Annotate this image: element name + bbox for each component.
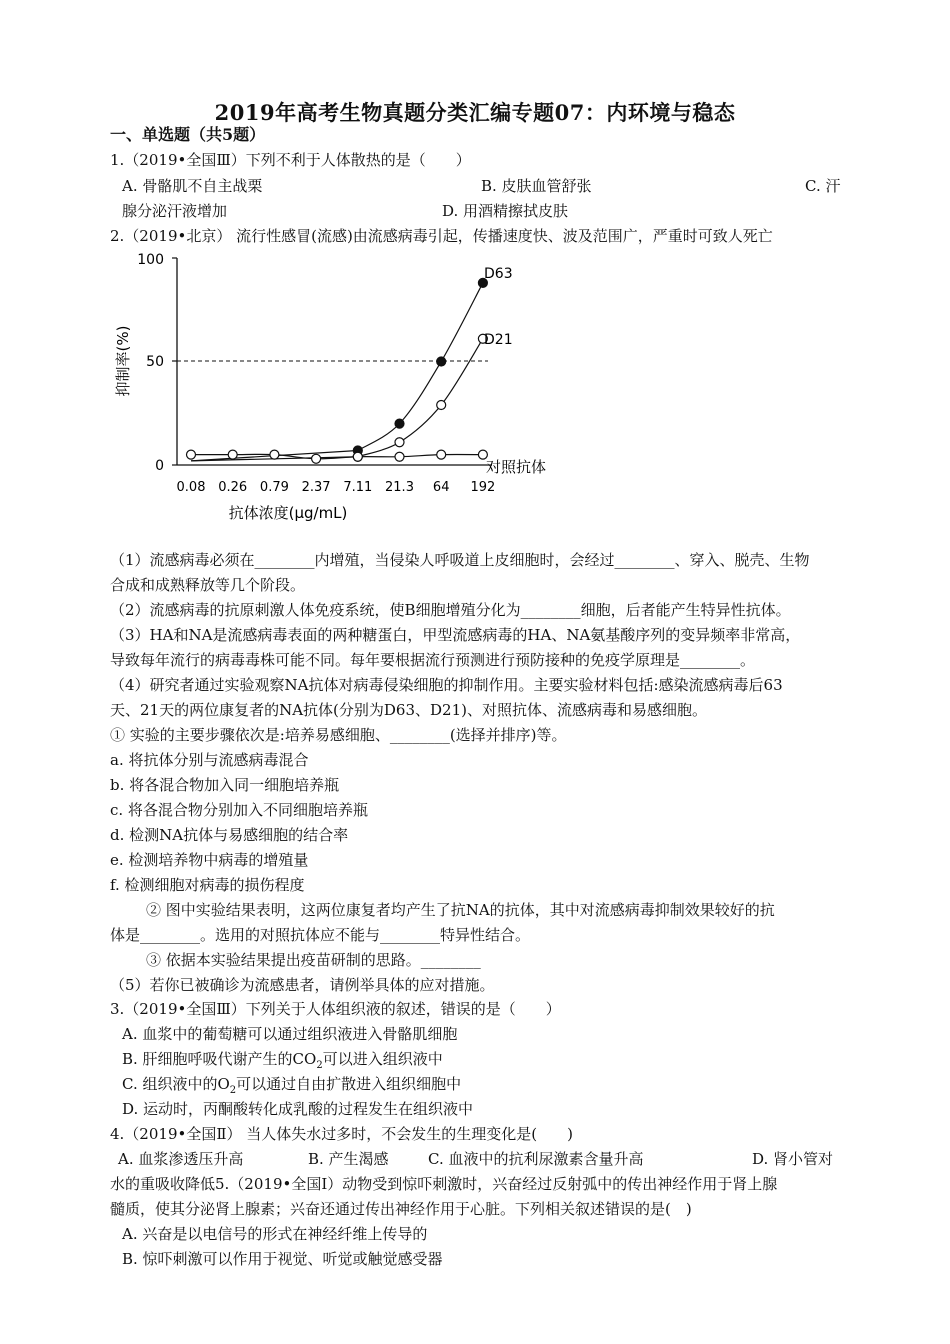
x-tick-label: 0.08 <box>176 480 206 495</box>
x-tick-label: 2.37 <box>301 480 331 495</box>
data-point-series-2-1 <box>228 450 237 459</box>
series-label-control: 对照抗体 <box>486 458 547 476</box>
q3-option-d: D. 运动时，丙酮酸转化成乳酸的过程发生在组织液中 <box>122 1100 474 1118</box>
data-point-series-0-1 <box>395 419 404 428</box>
q2-part1-line2: 合成和成熟释放等几个阶段。 <box>110 576 306 594</box>
x-tick-label: 192 <box>470 480 496 495</box>
q3-stem: 3.（2019•全国Ⅲ）下列关于人体组织液的叙述，错误的是（ ） <box>110 1000 561 1018</box>
q2-part5: （5）若你已被确诊为流感患者，请例举具体的应对措施。 <box>110 976 495 994</box>
q2-part4-step2-line2: 体是________。选用的对照抗体应不能与________特异性结合。 <box>110 926 531 944</box>
q2-part3-line1: （3）HA和NA是流感病毒表面的两种糖蛋白，甲型流感病毒的HA、NA氨基酸序列的变异频率非常高， <box>110 626 801 644</box>
page-title: 2019年高考生物真题分类汇编专题07：内环境与稳态 <box>214 100 736 125</box>
q4-option-d: D. 肾小管对 <box>752 1150 834 1168</box>
q1-option-d: D. 用酒精擦拭皮肤 <box>442 202 569 220</box>
data-point-series-2-5 <box>395 452 404 461</box>
series-layer <box>187 278 488 463</box>
q2-part2: （2）流感病毒的抗原刺激人体免疫系统，使B细胞增殖分化为________细胞，后者能产生特异性抗体。 <box>110 601 791 619</box>
q5-option-a: A. 兴奋是以电信号的形式在神经纤维上传导的 <box>122 1225 428 1243</box>
data-point-series-2-2 <box>270 450 279 459</box>
q2-stem: 2.（2019•北京） 流行性感冒(流感)由流感病毒引起，传播速度快、波及范围广，严重时可致人死亡 <box>110 227 773 245</box>
data-point-series-2-0 <box>187 450 196 459</box>
q4-option-b: B. 产生渴感 <box>308 1150 389 1168</box>
q2-part4-step2-line1: ② 图中实验结果表明，这两位康复者均产生了抗NA的抗体，其中对流感病毒抑制效果较好的抗 <box>146 901 775 919</box>
x-tick-label: 0.79 <box>259 480 289 495</box>
q2-part4-step3: ③ 依据本实验结果提出疫苗研制的思路。________ <box>146 951 481 969</box>
data-point-series-1-2 <box>437 400 446 409</box>
q2-part1-line1: （1）流感病毒必须在________内增殖，当侵染人呼吸道上皮细胞时，会经过________、穿入、脱壳、生物 <box>110 551 810 569</box>
y-axis-label: 抑制率(%) <box>114 325 132 397</box>
q1-option-c-continued: 腺分泌汗液增加 <box>122 202 228 220</box>
x-tick-label: 0.26 <box>218 480 248 495</box>
q2-option-c: c. 将各混合物分别加入不同细胞培养瓶 <box>110 801 368 819</box>
q4-option-d-and-q5-stem: 水的重吸收降低5.（2019•全国Ⅰ）动物受到惊吓刺激时，兴奋经过反射弧中的传出神经作用于肾上腺 <box>110 1175 778 1193</box>
q2-part4-line1: （4）研究者通过实验观察NA抗体对病毒侵染细胞的抑制作用。主要实验材料包括:感染流感病毒后63 <box>110 676 783 694</box>
x-tick-label: 64 <box>432 480 450 495</box>
y-tick-label-50: 50 <box>146 354 164 370</box>
data-point-series-2-4 <box>353 452 362 461</box>
q1-option-c: C. 汗 <box>805 177 841 195</box>
q2-part4-line2: 天、21天的两位康复者的NA抗体(分别为D63、D21)、对照抗体、流感病毒和易感细胞。 <box>110 701 707 719</box>
q2-option-d: d. 检测NA抗体与易感细胞的结合率 <box>110 826 349 844</box>
q1-option-b: B. 皮肤血管舒张 <box>481 177 592 195</box>
x-tick-labels <box>177 480 496 495</box>
q5-stem-continued: 髓质，使其分泌肾上腺素；兴奋还通过传出神经作用于心脏。下列相关叙述错误的是( ) <box>110 1200 692 1218</box>
data-point-series-1-1 <box>395 438 404 447</box>
q2-option-e: e. 检测培养物中病毒的增殖量 <box>110 851 309 869</box>
q1-stem: 1.（2019•全国Ⅲ）下列不利于人体散热的是（ ） <box>110 151 471 169</box>
q2-option-f: f. 检测细胞对病毒的损伤程度 <box>110 876 305 894</box>
y-tick-label-100: 100 <box>137 252 164 268</box>
data-point-series-2-6 <box>437 450 446 459</box>
q5-option-b: B. 惊吓刺激可以作用于视觉、听觉或触觉感受器 <box>122 1250 443 1268</box>
q4-option-a: A. 血浆渗透压升高 <box>118 1150 244 1168</box>
q3-option-c: C. 组织液中的$O_2$可以通过自由扩散进入组织细胞中 <box>122 1075 462 1096</box>
x-tick-label: 7.11 <box>343 480 373 495</box>
series-label-d21: D21 <box>484 332 513 348</box>
q4-option-c: C. 血液中的抗利尿激素含量升高 <box>428 1150 644 1168</box>
q2-part3-line2: 导致每年流行的病毒毒株可能不同。每年要根据流行预测进行预防接种的免疫学原理是________。 <box>110 651 756 669</box>
inhibition-chart <box>100 248 580 528</box>
y-tick-label-0: 0 <box>155 458 164 474</box>
q3-option-a: A. 血浆中的葡萄糖可以通过组织液进入骨骼肌细胞 <box>122 1025 458 1043</box>
q2-option-b: b. 将各混合物加入同一细胞培养瓶 <box>110 776 340 794</box>
data-point-series-0-2 <box>437 357 446 366</box>
q2-part4-step1: ① 实验的主要步骤依次是:培养易感细胞、________(选择并排序)等。 <box>110 726 567 744</box>
series-line-0 <box>191 283 483 461</box>
section-heading: 一、单选题（共5题） <box>110 125 266 144</box>
x-tick-label: 21.3 <box>385 480 414 495</box>
series-label-d63: D63 <box>484 266 513 282</box>
q1-option-a: A. 骨骼肌不自主战栗 <box>122 177 263 195</box>
q3-option-b: B. 肝细胞呼吸代谢产生的$CO_2$可以进入组织液中 <box>122 1050 443 1071</box>
q2-option-a: a. 将抗体分别与流感病毒混合 <box>110 751 309 769</box>
x-axis-label: 抗体浓度(μg/mL) <box>228 504 348 522</box>
q4-stem: 4.（2019•全国Ⅱ） 当人体失水过多时，不会发生的生理变化是( ) <box>110 1125 574 1143</box>
data-point-series-2-3 <box>312 454 321 463</box>
